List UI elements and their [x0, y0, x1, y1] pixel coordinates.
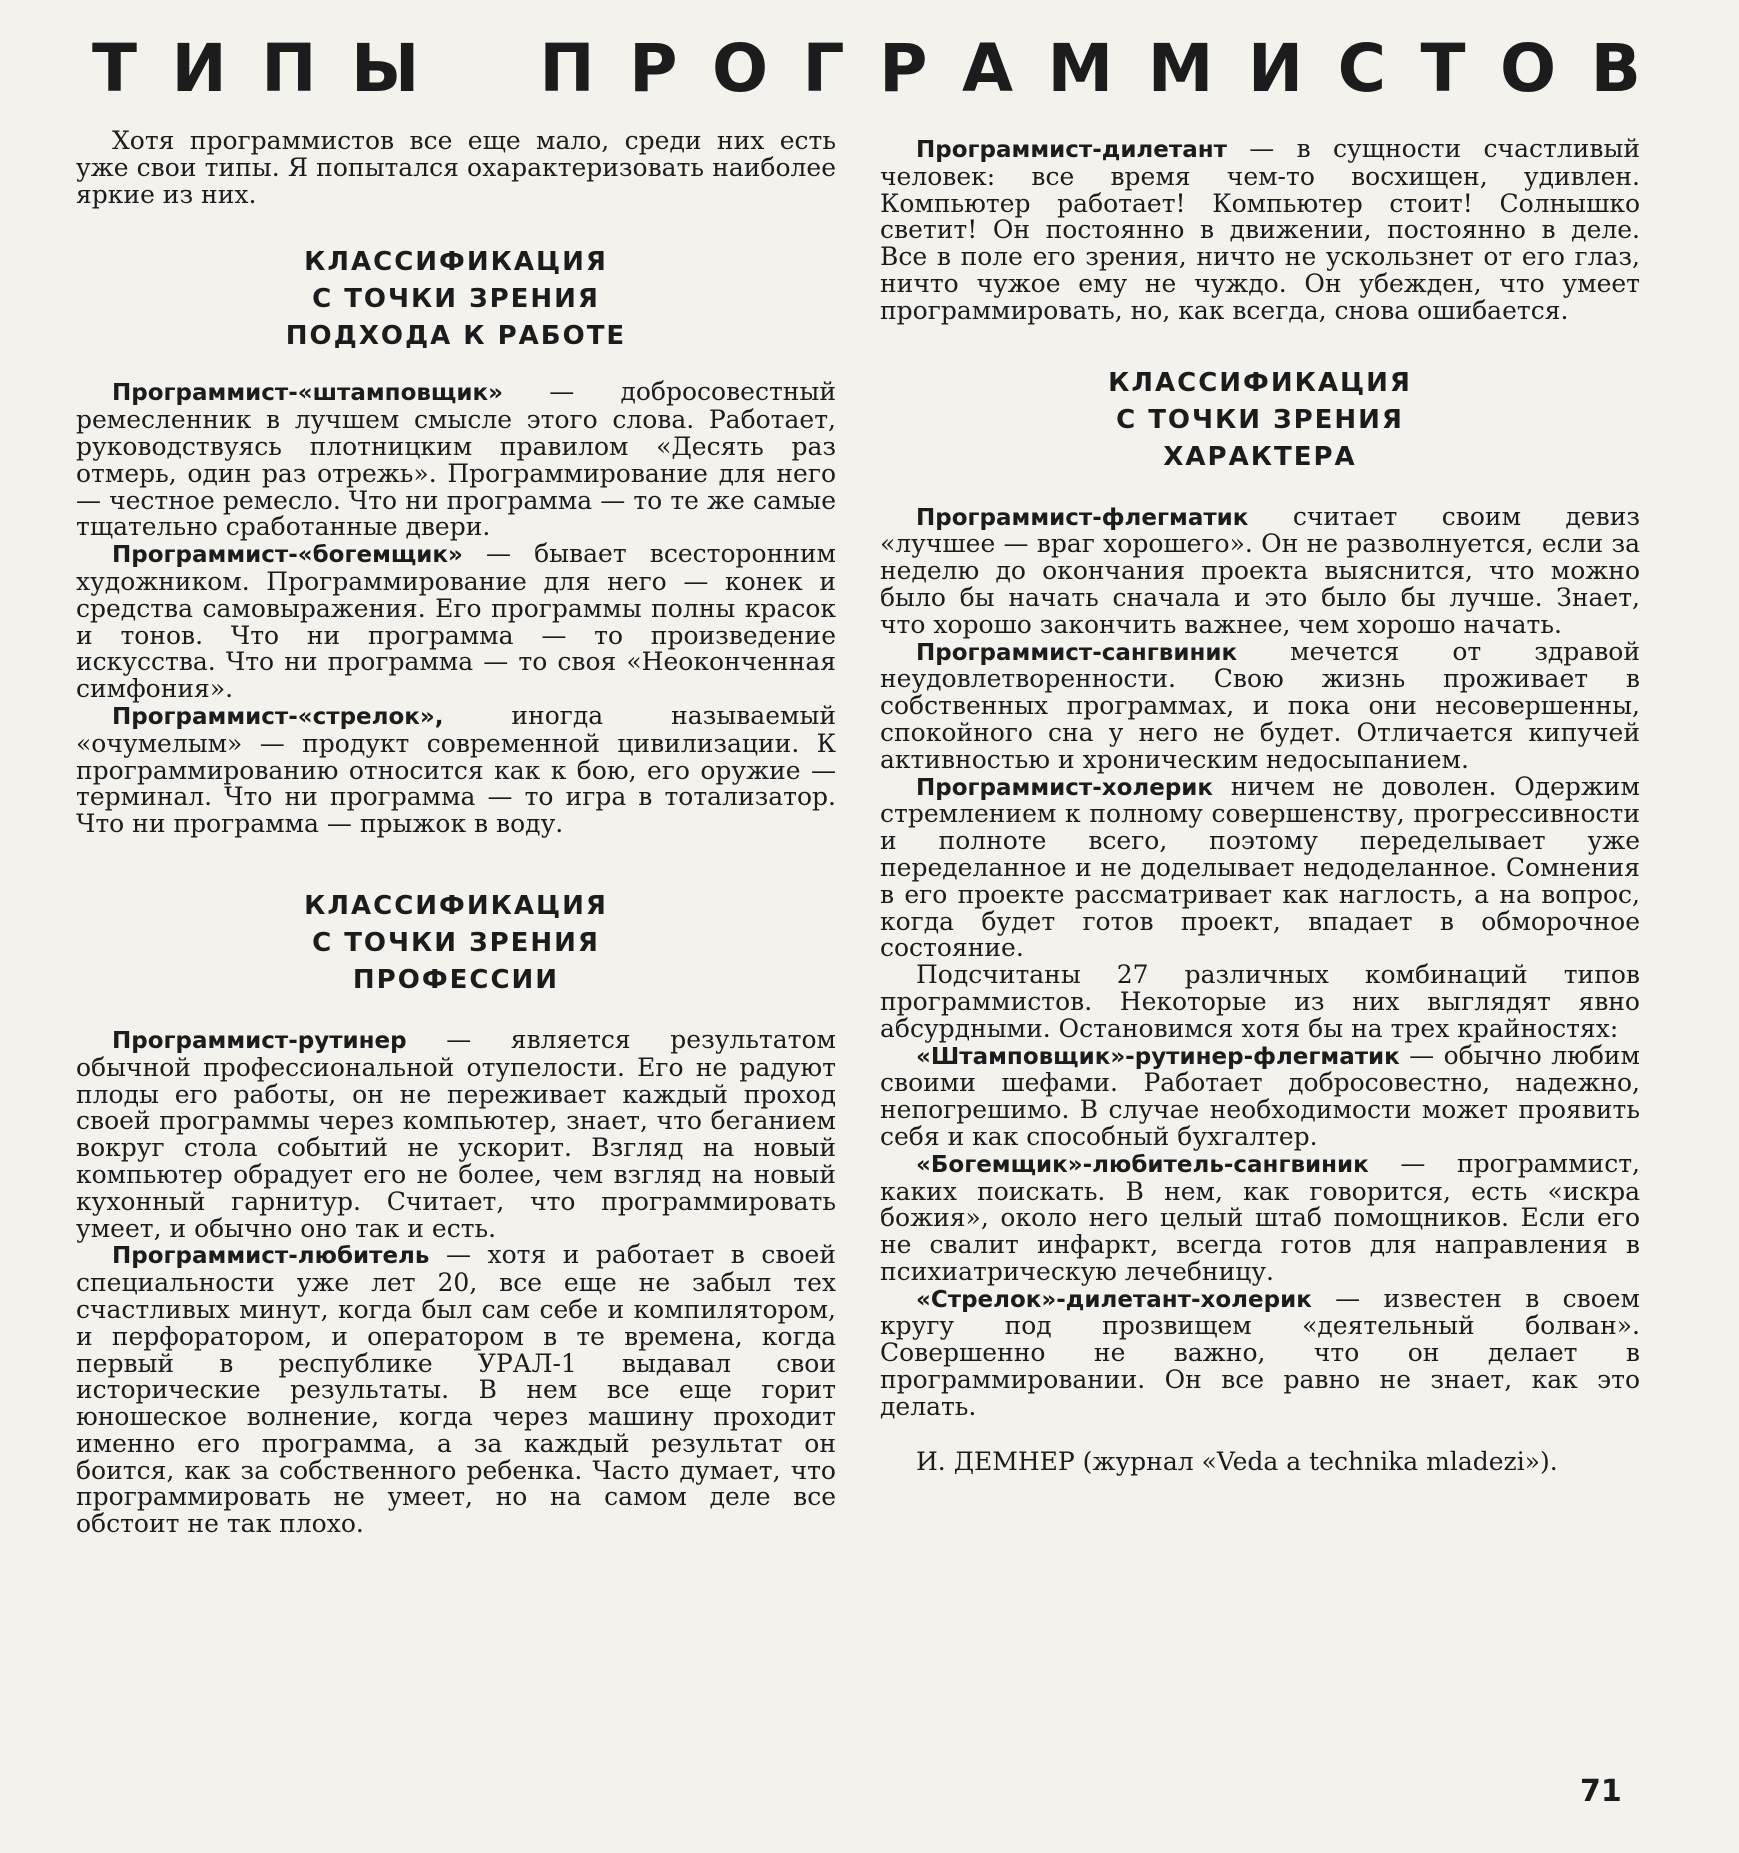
title-letter: И [1247, 30, 1313, 107]
title-letter: Г [802, 30, 854, 107]
title-letter: В [1590, 30, 1650, 107]
combination-paragraph: «Штамповщик»-рутинер-флегматик — обычно любим своими шефами. Работает добросовестно, надежно, непогрешимо. В случае необходимости может проявить себя и как способный бухгалтер. [880, 1040, 1640, 1151]
title-letter: О [711, 30, 778, 107]
combination-term: «Богемщик»-любитель-сангвиник [916, 1151, 1369, 1178]
section-heading-profession: КЛАССИФИКАЦИЯ С ТОЧКИ ЗРЕНИЯ ПРОФЕССИИ [304, 890, 608, 995]
type-paragraph: Программист-дилетант — в сущности счастливый человек: все время чем-то восхищен, удивлен. Компьютер работает! Компьютер стоит! Солнышко светит! Он постоянно в движении, постоянно в деле. Все в поле его зрения, ничто не ускользнет от его глаз, ничто чужое ему не чуждо. Он убежден, что умеет программировать, но, как всегда, снова ошибается. [880, 134, 1640, 325]
title-space [454, 24, 514, 114]
right-column [880, 136, 1640, 1475]
title-letter: Ы [350, 30, 429, 107]
combination-paragraph: «Богемщик»-любитель-сангвиник — программист, каких поискать. В нем, как говорится, есть «искра божия», около него целый штаб помощников. Если его не свалит инфаркт, всегда готов для направления в психиатрическую лечебницу. [880, 1148, 1640, 1286]
combination-term: «Стрелок»-дилетант-холерик [916, 1286, 1312, 1313]
type-paragraph: Программист-«штамповщик» — добросовестный ремесленник в лучшем смысле этого слова. Работает, руководствуясь плотницким правилом «Десять раз отмерь, один раз отрежь». Программирование для него — честное ремесло. Что ни программа — то те же самые тщательно сработанные двери. [76, 377, 836, 542]
type-paragraph: Программист-сангвиник мечется от здравой неудовлетворенности. Свою жизнь проживает в собственных программах, и пока они несовершенны, спокойного сна у него не будет. Отличается кипучей активностью и хроническим недосыпанием. [880, 636, 1640, 774]
left-column [76, 128, 836, 1538]
combination-paragraph: «Стрелок»-дилетант-холерик — известен в своем кругу под прозвищем «деятельный болван». Совершенно не важно, что он делает в программировании. Он все равно не знает, как это делать. [880, 1283, 1640, 1421]
title-letter: Т [92, 30, 147, 107]
title-letter: Р [629, 30, 687, 107]
section-heading-character: КЛАССИФИКАЦИЯ С ТОЧКИ ЗРЕНИЯ ХАРАКТЕРА [1108, 367, 1412, 472]
title-letter: О [1500, 30, 1566, 107]
page-number: 71 [1580, 1774, 1622, 1809]
title-letter: Р [879, 30, 937, 107]
title-letter: А [961, 30, 1023, 107]
type-term: Программист-дилетант [916, 137, 1227, 163]
author-signature: И. ДЕМНЕР (журнал «Veda a technika mladezi»). [916, 1446, 1558, 1476]
type-paragraph: Программист-флегматик считает своим девиз «лучшее — враг хорошего». Он не разволнуется, если за неделю до окончания проекта выяснится, что можно было бы начать сначала и это было бы лучше. Знает, что хорошо закончить важнее, чем хорошо начать. [880, 501, 1640, 639]
type-term: Программист-сангвиник [916, 639, 1238, 666]
type-term: Программист-«богемщик» [112, 542, 463, 569]
type-paragraph: Программист-«богемщик» — бывает всесторонним художником. Программирование для него — конек и средства самовыражения. Его программы полны красок и тонов. Что ни программа — то произведение искусства. Что ни программа — то своя «Неоконченная симфония». [76, 539, 836, 704]
type-paragraph: Программист-«стрелок», иногда называемый «очумелым» — продукт современной цивилизации. К программированию относится как к бою, его оружие — терминал. Что ни программа — то игра в тотализатор. Что ни программа — прыжок в воду. [76, 700, 836, 839]
title-letter: М [1047, 30, 1123, 107]
section-heading-work: КЛАССИФИКАЦИЯ С ТОЧКИ ЗРЕНИЯ ПОДХОДА К РАБОТЕ [285, 247, 627, 352]
type-term: Программист-холерик [916, 774, 1214, 801]
intro-paragraph: Хотя программистов все еще мало, среди них есть уже свои типы. Я попытался охарактеризовать наиболее яркие из них. [76, 126, 836, 209]
type-term: Программист-флегматик [916, 504, 1249, 531]
title-letter: С [1337, 30, 1396, 107]
article-title [92, 24, 1650, 114]
title-letter: П [539, 30, 604, 107]
combinations-intro: Подсчитаны 27 различных комбинаций типов программистов. Некоторые из них выглядят явно абсурдными. Остановимся хотя бы на трех крайностях: [880, 960, 1640, 1043]
type-term: Программист-«стрелок», [112, 703, 444, 730]
combination-term: «Штамповщик»-рутинер-флегматик [916, 1043, 1400, 1070]
title-letter: М [1147, 30, 1223, 107]
type-term: Программист-«штамповщик» [112, 380, 503, 407]
title-letter: Т [1420, 30, 1475, 107]
title-letter: П [261, 30, 326, 107]
type-paragraph: Программист-любитель — хотя и работает в своей специальности уже лет 20, все еще не забыл тех счастливых минут, когда был сам себе и компилятором, и перфоратором, и оператором в те времена, когда первый в республике УРАЛ-1 выдавал свои исторические результаты. В нем все еще горит юношеское волнение, когда через машину проходит именно его программа, а за каждый результат он боится, как за собственного ребенка. Часто думает, что программировать не умеет, но на самом деле все обстоит не так плохо. [76, 1240, 836, 1539]
type-paragraph: Программист-холерик ничем не доволен. Одержим стремлением к полному совершенству, прогрессивности и полноте всего, поэтому переделывает уже переделанное и не доделывает недоделанное. Сомнения в его проекте рассматривает как наглость, а на вопрос, когда будет готов проект, впадает в обморочное состояние. [880, 771, 1640, 963]
type-paragraph: Программист-рутинер — является результатом обычной профессиональной отупелости. Его не радуют плоды его работы, он не переживает каждый проход своей программы через компьютер, знает, что беганием вокруг стола событий не ускорит. Взгляд на новый компьютер обрадует его не более, чем взгляд на новый кухонный гарнитур. Считает, что программировать умеет, и обычно оно так и есть. [76, 1024, 836, 1243]
type-term: Программист-рутинер [112, 1027, 407, 1054]
type-term: Программист-любитель [112, 1243, 430, 1270]
title-letter: И [171, 30, 236, 107]
